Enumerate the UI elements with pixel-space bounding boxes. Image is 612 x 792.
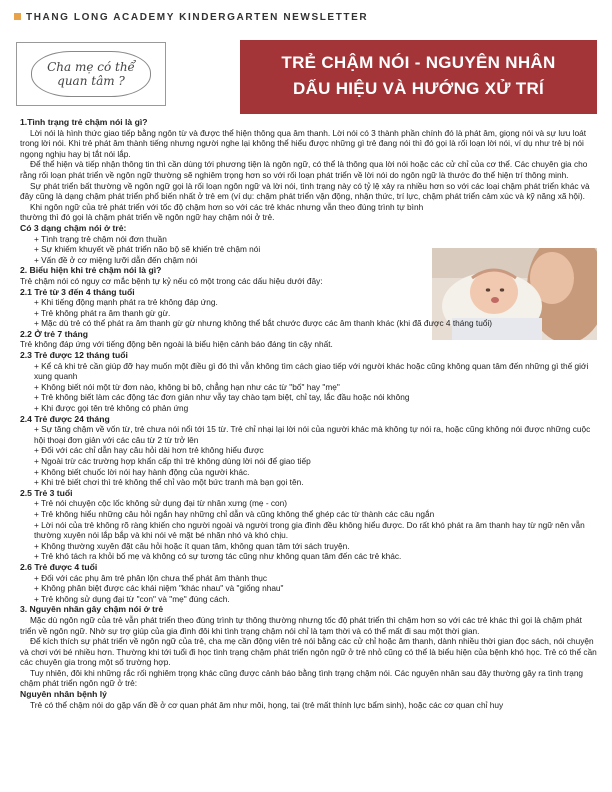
- list-item: + Đối với các phụ âm trẻ phân lộn chưa thể phát âm thành thục: [34, 572, 268, 583]
- list-item: + Kể cả khi trẻ cần giúp đỡ hay muốn một điều gì đó thì vẫn không tìm cách giao tiếp với người khác hoặc cũng không quan tâm đến những gì thế giới xung quanh: [34, 360, 589, 382]
- list-item: + Trẻ không sử dụng đại từ "con" và "mẹ" đúng cách.: [34, 593, 230, 604]
- paragraph: Khi ngôn ngữ của trẻ phát triển với tốc độ chậm hơn so với các trẻ khác nhưng vẫn theo đúng trình tự bình thường thì đó gọi là chậm phát triển về ngôn ngữ hay chậm nói ở trẻ.: [20, 201, 424, 223]
- section-2-heading: 2. Biểu hiện khi trẻ chậm nói là gì?: [20, 265, 162, 276]
- square-bullet-icon: [14, 13, 21, 20]
- list-item: + Không phân biệt được các khái niệm "khác nhau" và "giống nhau": [34, 583, 284, 594]
- paragraph: Tuy nhiên, đôi khi những rắc rối nghiêm trọng khác cũng được cảnh báo bằng tình trạng chậm nói. Các nguyên nhân sau đây thường gây ra tình trạng chậm phát triển ngôn ngữ ở trẻ:: [20, 667, 584, 689]
- list-item: + Sự tăng chậm về vốn từ, trẻ chưa nói nổi tới 15 từ. Trẻ chỉ nhại lại lời nói của người khác mà không tự nói ra, hoặc cũng không nói được những cuộc hội thoại đơn giản với các câu từ 2 từ trở lên: [34, 424, 591, 445]
- section-2-3-heading: 2.3 Trẻ được 12 tháng tuổi: [20, 350, 128, 361]
- article-body: [20, 117, 600, 710]
- logo-oval: [31, 51, 151, 97]
- column-logo: [16, 42, 166, 106]
- section-3-heading: 3. Nguyên nhân gây chậm nói ở trẻ: [20, 604, 164, 615]
- newsletter-header: [14, 12, 368, 23]
- types-heading: Có 3 dạng chậm nói ở trẻ:: [20, 222, 127, 233]
- section-2-1-heading: 2.1 Trẻ từ 3 đến 4 tháng tuổi: [20, 286, 135, 297]
- list-item: + Trẻ không hiểu những câu hỏi ngắn hay những chỉ dẫn và cũng không thể ghép các từ thành các câu ngắn: [34, 508, 435, 519]
- paragraph: Trẻ không đáp ứng với tiếng động bên ngoài là biểu hiện cảnh báo đáng tin cậy nhất.: [20, 339, 333, 350]
- section-1-heading: 1.Tình trạng trẻ chậm nói là gì?: [20, 117, 148, 127]
- paragraph: Trẻ có thể chậm nói do gặp vấn đề ở cơ quan phát âm như môi, họng, tai (trẻ mất thính lực bẩm sinh), hoặc các cơ quan chỉ huy: [30, 699, 504, 710]
- list-item: + Ngoài trừ các trường hợp khẩn cấp thì trẻ không dùng lời nói để giao tiếp: [34, 456, 311, 466]
- list-item: + Trẻ nói chuyện cộc lốc không sử dụng đại từ nhân xưng (mẹ - con): [34, 498, 288, 509]
- list-item: + Trẻ không phát ra âm thanh gừ gừ.: [34, 307, 171, 318]
- logo-line-1: Cha mẹ có thể: [47, 60, 135, 74]
- list-item: + Khi tiếng động mạnh phát ra trẻ không đáp ứng.: [34, 297, 218, 308]
- list-item: + Khi được gọi tên trẻ không có phản ứng: [34, 403, 189, 414]
- title-line-2: DẤU HIỆU VÀ HƯỚNG XỬ TRÍ: [292, 79, 545, 98]
- section-2-6-heading: 2.6 Trẻ được 4 tuổi: [20, 561, 98, 572]
- logo-line-2: quan tâm ?: [57, 74, 125, 88]
- list-item: + Không thường xuyên đặt câu hỏi hoặc ít quan tâm, không quan tâm tới sách truyện.: [34, 540, 350, 551]
- subsection-heading: Nguyên nhân bệnh lý: [20, 689, 107, 700]
- paragraph: Mặc dù ngôn ngữ của trẻ vẫn phát triển theo đúng trình tự thông thường nhưng tốc độ phát triển thì chậm hơn so với các trẻ khác thì gọi là chậm phát triển về ngôn ngữ. Nhờ sự trợ giúp của gia đình đôi khi tình trạng chậm nói chỉ là tạm thời và có thể mất đi sau một thời gian.: [20, 614, 582, 636]
- article-title: [240, 40, 597, 114]
- list-item: + Khi trẻ biết chơi thì trẻ không thể chỉ vào một bức tranh mà bạn gọi tên.: [34, 477, 304, 488]
- list-item: + Trẻ không biết làm các động tác đơn giản như vẫy tay chào tạm biệt, chỉ tay, lắc đầu hoặc nói không: [34, 392, 410, 403]
- title-line-1: TRẺ CHẬM NÓI - NGUYÊN NHÂN: [281, 53, 556, 72]
- section-2-4-heading: 2.4 Trẻ được 24 tháng: [20, 413, 110, 424]
- list-item: + Lời nói của trẻ không rõ ràng khiến cho người ngoài và người trong gia đình đều không hiểu được. Do rất khó phát ra âm thanh hay từ ngữ nên vẫn thường xuyên nói lắp bắp và khi nói vẻ mặt bé nhăn nhó và khó chịu.: [34, 519, 585, 541]
- list-item: + Sự khiếm khuyết về phát triển não bộ sẽ khiến trẻ chậm nói: [34, 244, 261, 255]
- paragraph: Sự phát triển bất thường về ngôn ngữ gọi là rối loạn ngôn ngữ và lời nói, tình trạng này có tỷ lệ xảy ra nhiều hơn so với các loại chậm phát triển khác và đây cũng là dạng chậm phát triển phổ biến nhất ở trẻ em (ví dụ: chậm phát triển vận động, nhận thức, trí lực, chậm phát triển cảm xúc và kỹ năng xã hội).: [20, 180, 590, 202]
- section-2-5-heading: 2.5 Trẻ 3 tuổi: [20, 487, 73, 498]
- list-item: + Vấn đề ở cơ miệng lưỡi dẫn đến chậm nói: [34, 254, 198, 265]
- list-item: + Đối với các chỉ dẫn hay câu hỏi dài hơn trẻ không hiểu được: [34, 445, 264, 456]
- newsletter-name: THANG LONG ACADEMY KINDERGARTEN NEWSLETTER: [26, 12, 369, 23]
- section-2-2-heading: 2.2 Ở trẻ 7 tháng: [20, 328, 88, 339]
- list-item: + Tình trạng trẻ chậm nói đơn thuần: [34, 233, 167, 244]
- list-item: + Không biết chuốc lời nói hay hành động của người khác.: [34, 466, 250, 477]
- list-item: + Không biết nói một từ đơn nào, không bi bô, chẳng hạn như các từ "bố" hay "mẹ": [34, 381, 340, 392]
- paragraph: Trẻ chậm nói có nguy cơ mắc bệnh tự kỷ nếu có một trong các dấu hiệu dưới đây:: [20, 275, 323, 286]
- paragraph: Để kích thích sự phát triển về ngôn ngữ của trẻ, cha mẹ cần động viên trẻ nói bằng các cử chỉ hoặc âm thanh, dành nhiều thời gian đọc sách, nói chuyện và chơi với bé nhiều hơn. Thường khi tới tuổi đi học tình trạng chậm phát triển ngôn ngữ ở trẻ nhỏ cũng có thể là biểu hiện của bệnh khó học. Trẻ có thể cần các chuyên gia trong một số trường hợp.: [20, 636, 597, 668]
- paragraph: Lời nói là hình thức giao tiếp bằng ngôn từ và được thể hiện thông qua âm thanh. Lời nói có 3 thành phần chính đó là phát âm, giọng nói và sự lưu loát trong lời nói. Khi trẻ phát âm thành tiếng nhưng người nghe lại không thể hiểu được những gì trẻ đang nói thì đó gọi là rối loạn lời nói, ví dụ như trẻ bị nói ngọng nghịu hay bị tắt nói lắp.: [20, 127, 587, 159]
- list-item: + Trẻ khó tách ra khỏi bố mẹ và không có sự tương tác cũng như không quan tâm đến các trẻ khác.: [34, 551, 402, 562]
- paragraph: Để thể hiện và tiếp nhận thông tin thì cần dùng tới phương tiện là ngôn ngữ, có thể là thông qua lời nói hoặc các cử chỉ của cơ thể. Các chuyên gia cho rằng rối loạn phát triển về ngôn ngữ thường sẽ nghiêm trọng hơn so với rối loạn phát triển về lời nói do ngôn ngữ là thước đo thể hiện trí thông minh.: [20, 159, 588, 180]
- list-item: + Mặc dù trẻ có thể phát ra âm thanh gừ gừ nhưng không thể bắt chước được các âm thanh khác (khi đã được 4 tháng tuổi): [34, 318, 493, 329]
